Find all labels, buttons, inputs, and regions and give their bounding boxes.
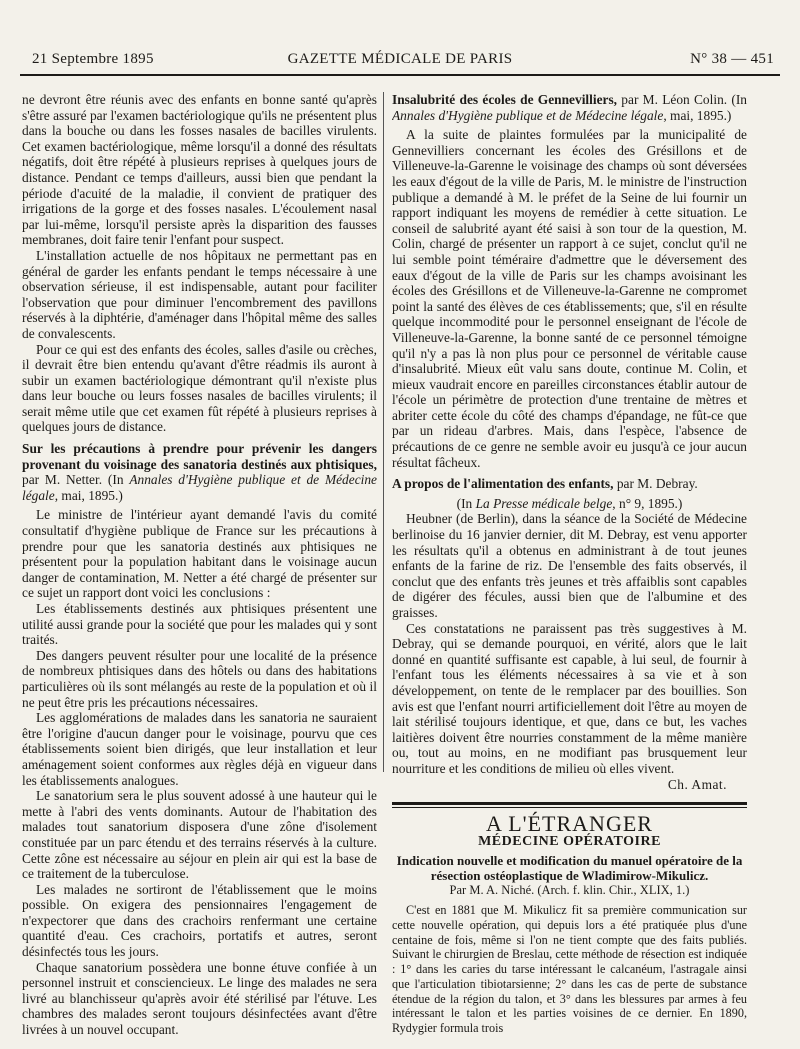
section-heading-gennevilliers (392, 92, 747, 123)
article-columns (20, 92, 780, 1049)
paragraph: L'installation actuelle de nos hôpitaux ne permettant pas en général de garder les enfants pendant le temps nécessaire à une observation sérieuse, il est indispensable, autant pour faciliter l'observation que pour diminuer l'encombrement des pavillons réservés à la diphtérie, d'aménager dans l'hôpital même des salles de convalescents. (22, 247, 377, 341)
section-ref-date: , mai, 1895.) (54, 487, 123, 503)
section-title: A propos de l'alimentation des enfants, (392, 476, 614, 492)
section-ref: par M. Debray. (613, 476, 698, 492)
author-signature: Ch. Amat. (667, 776, 727, 792)
section-ref: par M. Léon Colin. (In (617, 92, 747, 107)
header-rule (20, 74, 780, 76)
section-double-rule (392, 802, 747, 808)
article-author: Par M. A. Niché. (Arch. f. klin. Chir., XLIX, 1.) (449, 883, 690, 898)
paragraph: Les malades ne sortiront de l'établissement que le moins possible. On exigera des pensionnaires l'engagement de n'expectorer que dans des crachoirs renfermant une certaine quantité d'eau. Ces crachoirs, portatifs et autres, seront désinfectés tous les jours. (22, 881, 377, 960)
paragraph: A la suite de plaintes formulées par la municipalité de Gennevilliers concernant les écoles des Grésillons et de Villeneuve-la-Garenne le voisinage des champs où sont déversées les eaux d'égout de la ville de Paris, M. le ministre de l'instruction publique a demandé à M. le préfet de la Seine de lui fournir un rapport indiquant les moyens de remédier à cette situation. Le conseil de salubrité ayant été saisi à son tour de la question, M. Colin, chargé de présenter un rapport à ce sujet, conclut qu'il ne lui semble point téméraire d'admettre que le déversement des eaux d'égout de la ville de Paris sur les champs avoisinant les écoles des Grésillons et de Villeneuve-la-Garenne ne compromet point la santé des élèves de ces établissements; que, s'il en résulte quelque incommodité pour le personnel enseignant de l'école de Villeneuve-la-Garenne, la bonne santé de ce personnel témoigne qu'il n'y a pas là non plus pour ce personnel de véritable cause d'insalubrité. Mieux eût valu sans doute, continue M. Colin, et mieux vaudrait encore en pareilles circonstances établir autour de l'école un périmètre de protection d'une trentaine de mètres et abriter cette école du côté des champs d'épandage, ne fût-ce que par un rideau d'arbres. Mais, dans l'espèce, l'absence de précautions de ce genre ne semble avoir eu jusqu'à ce jour aucun résultat fâcheux. (392, 127, 747, 470)
paragraph: C'est en 1881 que M. Mikulicz fit sa première communication sur cette nouvelle opération, qui depuis lors a été pratiquée plus d'une centaine de fois, même si l'on ne tient compte que des faits publiés. Suivant le chirurgien de Breslau, cette méthode de résection est indiquée : 1° dans les caries du tarse intéressant le calcanéum, l'astragale ainsi que l'articulation tibiotarsienne; 2° dans les cas de perte de substance étendue de la région du talon, et 3° dans les blessures par armes à feu intéressant le talon et les parties voisines de ce dernier. En 1890, Rydygier formula trois (392, 902, 747, 1036)
page-header (20, 46, 780, 76)
journal-title: GAZETTE MÉDICALE DE PARIS (287, 51, 513, 67)
article-title: Indication nouvelle et modification du manuel opératoire de la résection ostéoplastique de Wladimirow-Mikulicz. (396, 853, 743, 884)
column-divider (383, 92, 384, 772)
section-ref-journal: Annales d'Hygiène publique et de Médecine légale (392, 107, 664, 123)
section-heading-sanatoria (22, 441, 377, 503)
section-title: Insalubrité des écoles de Gennevilliers, (392, 92, 618, 107)
issue-page-number: N° 38 — 451 (690, 51, 774, 67)
paragraph: Ces constatations ne paraissent pas très suggestives à M. Debray, qui se demande pourquoi, en vérité, alors que le lait donné en quantité suffisante est capable, à lui seul, de fournir à l'enfant tous les éléments nécessaires à sa vie et à son développement, on tente de le remplacer par des bouillies. Son avis est que l'enfant nourri artificiellement doit l'être au moyen de lait stérilisé toujours identique, et que, dans ce but, les vaches laitières doivent être nourries constamment de la même manière ou, tout au moins, en ne modifiant pas brusquement leur nourriture et les conditions de milieu où elles vivent. (392, 620, 747, 776)
source-issue: , n° 9, 1895.) (612, 495, 683, 511)
paragraph: Des dangers peuvent résulter pour une localité de la présence de nombreux phtisiques dans des hôtels ou dans des habitations particulières où ils sont mélangés au reste de la population et où il ne peut être pris les précautions nécessaires. (22, 647, 377, 710)
subsection-title: MÉDECINE OPÉRATOIRE (478, 833, 661, 849)
section-ref-journal: Annales d'Hygiène publique et de Médecine légale (22, 472, 377, 503)
paragraph: Les établissements destinés aux phtisiques présentent une utilité aussi grande pour la société que pour les malades qui y sont traités. (22, 601, 377, 648)
issue-date: 21 Septembre 1895 (32, 51, 154, 67)
paragraph: Pour ce qui est des enfants des écoles, salles d'asile ou crèches, il devrait être bien entendu qu'avant d'être réadmis ils auront à subir un examen bactériologique démontrant qu'il n'existe plus dans leur bouche ou leurs fosses nasales de bacilles virulents; il serait même utile que cet examen fût répété à plusieurs reprises à quelques jours de distance. (22, 341, 377, 435)
paragraph: Le ministre de l'intérieur ayant demandé l'avis du comité consultatif d'hygiène publique de France sur les précautions à prendre pour que les sanatoria destinés aux phtisiques ne présentent pour la population habitant dans le voisinage aucun danger de contamination, M. Netter a été chargé de présenter sur ce sujet un rapport dont voici les conclusions : (22, 507, 377, 601)
section-ref-date: , mai, 1895.) (663, 107, 732, 123)
paragraph: Les agglomérations de malades dans les sanatoria ne sauraient être l'origine d'aucun danger pour le voisinage, pourvu que ces établissements soient bien dirigés, que leur installation et leur aménagement soient conformes aux règles déjà en vigueur dans les établissements analogues. (22, 710, 377, 788)
section-heading-alimentation (392, 476, 747, 492)
left-column (22, 92, 377, 1047)
section-ref: par M. Netter. (In (22, 472, 130, 488)
paragraph: Heubner (de Berlin), dans la séance de la Société de Médecine berlinoise du 16 janvier dernier, dit M. Debray, est venu apporter les résultats qu'il a obtenus en administrant à de tout jeunes enfants de la farine de riz. De l'ensemble des faits observés, il conclut que des enfants très jeunes et très affaiblis sont capables de digérer des fécules, aussi bien que de l'albumine et des graisses. (392, 511, 747, 620)
paragraph: ne devront être réunis avec des enfants en bonne santé qu'après s'être assuré par l'examen bactériologique qu'ils ne présentent plus dans la bouche ou dans les fosses nasales de bacilles virulents. Cet examen bactériologique, même lorsqu'il a donné des résultats négatifs, doit être répété à plusieurs reprises à quelques jours de distance. Pendant ce temps d'ailleurs, aussi bien que pendant la période d'acuité de la maladie, il convient de pratiquer des irrigations de la gorge et des fosses nasales. L'écoulement nasal par lui-même, lorsqu'il persiste après la disparition des fausses membranes, doit faire tenir l'enfant pour suspect. (22, 92, 377, 248)
source-prefix: (In (456, 495, 476, 511)
section-source (392, 496, 747, 512)
section-title-etranger: A L'ÉTRANGER (486, 811, 653, 837)
paragraph: Chaque sanatorium possèdera une bonne étuve confiée à un personnel instruit et consciencieux. Le linge des malades ne sera livré au blanchisseur qu'après avoir été stérilisé par l'étuve. Les chambres des malades seront toujours désinfectées avant d'être livrées à un nouvel occupant. (22, 959, 377, 1038)
section-title: Sur les précautions à prendre pour prévenir les dangers provenant du voisinage des sanatoria destinés aux phtisiques, (22, 441, 377, 472)
right-column (392, 92, 747, 1047)
paragraph: Le sanatorium sera le plus souvent adossé à une hauteur qui le mette à l'abri des vents dominants. Autour de l'habitation des malades tout sanatorium disposera d'une zône d'isolement constituée par un parc étendu et des terrains réservés à la culture. Cette zône est nécessaire au séjour en plein air qui est la base de ce traitement de la tuberculose. (22, 788, 377, 882)
source-journal: La Presse médicale belge (475, 495, 613, 511)
